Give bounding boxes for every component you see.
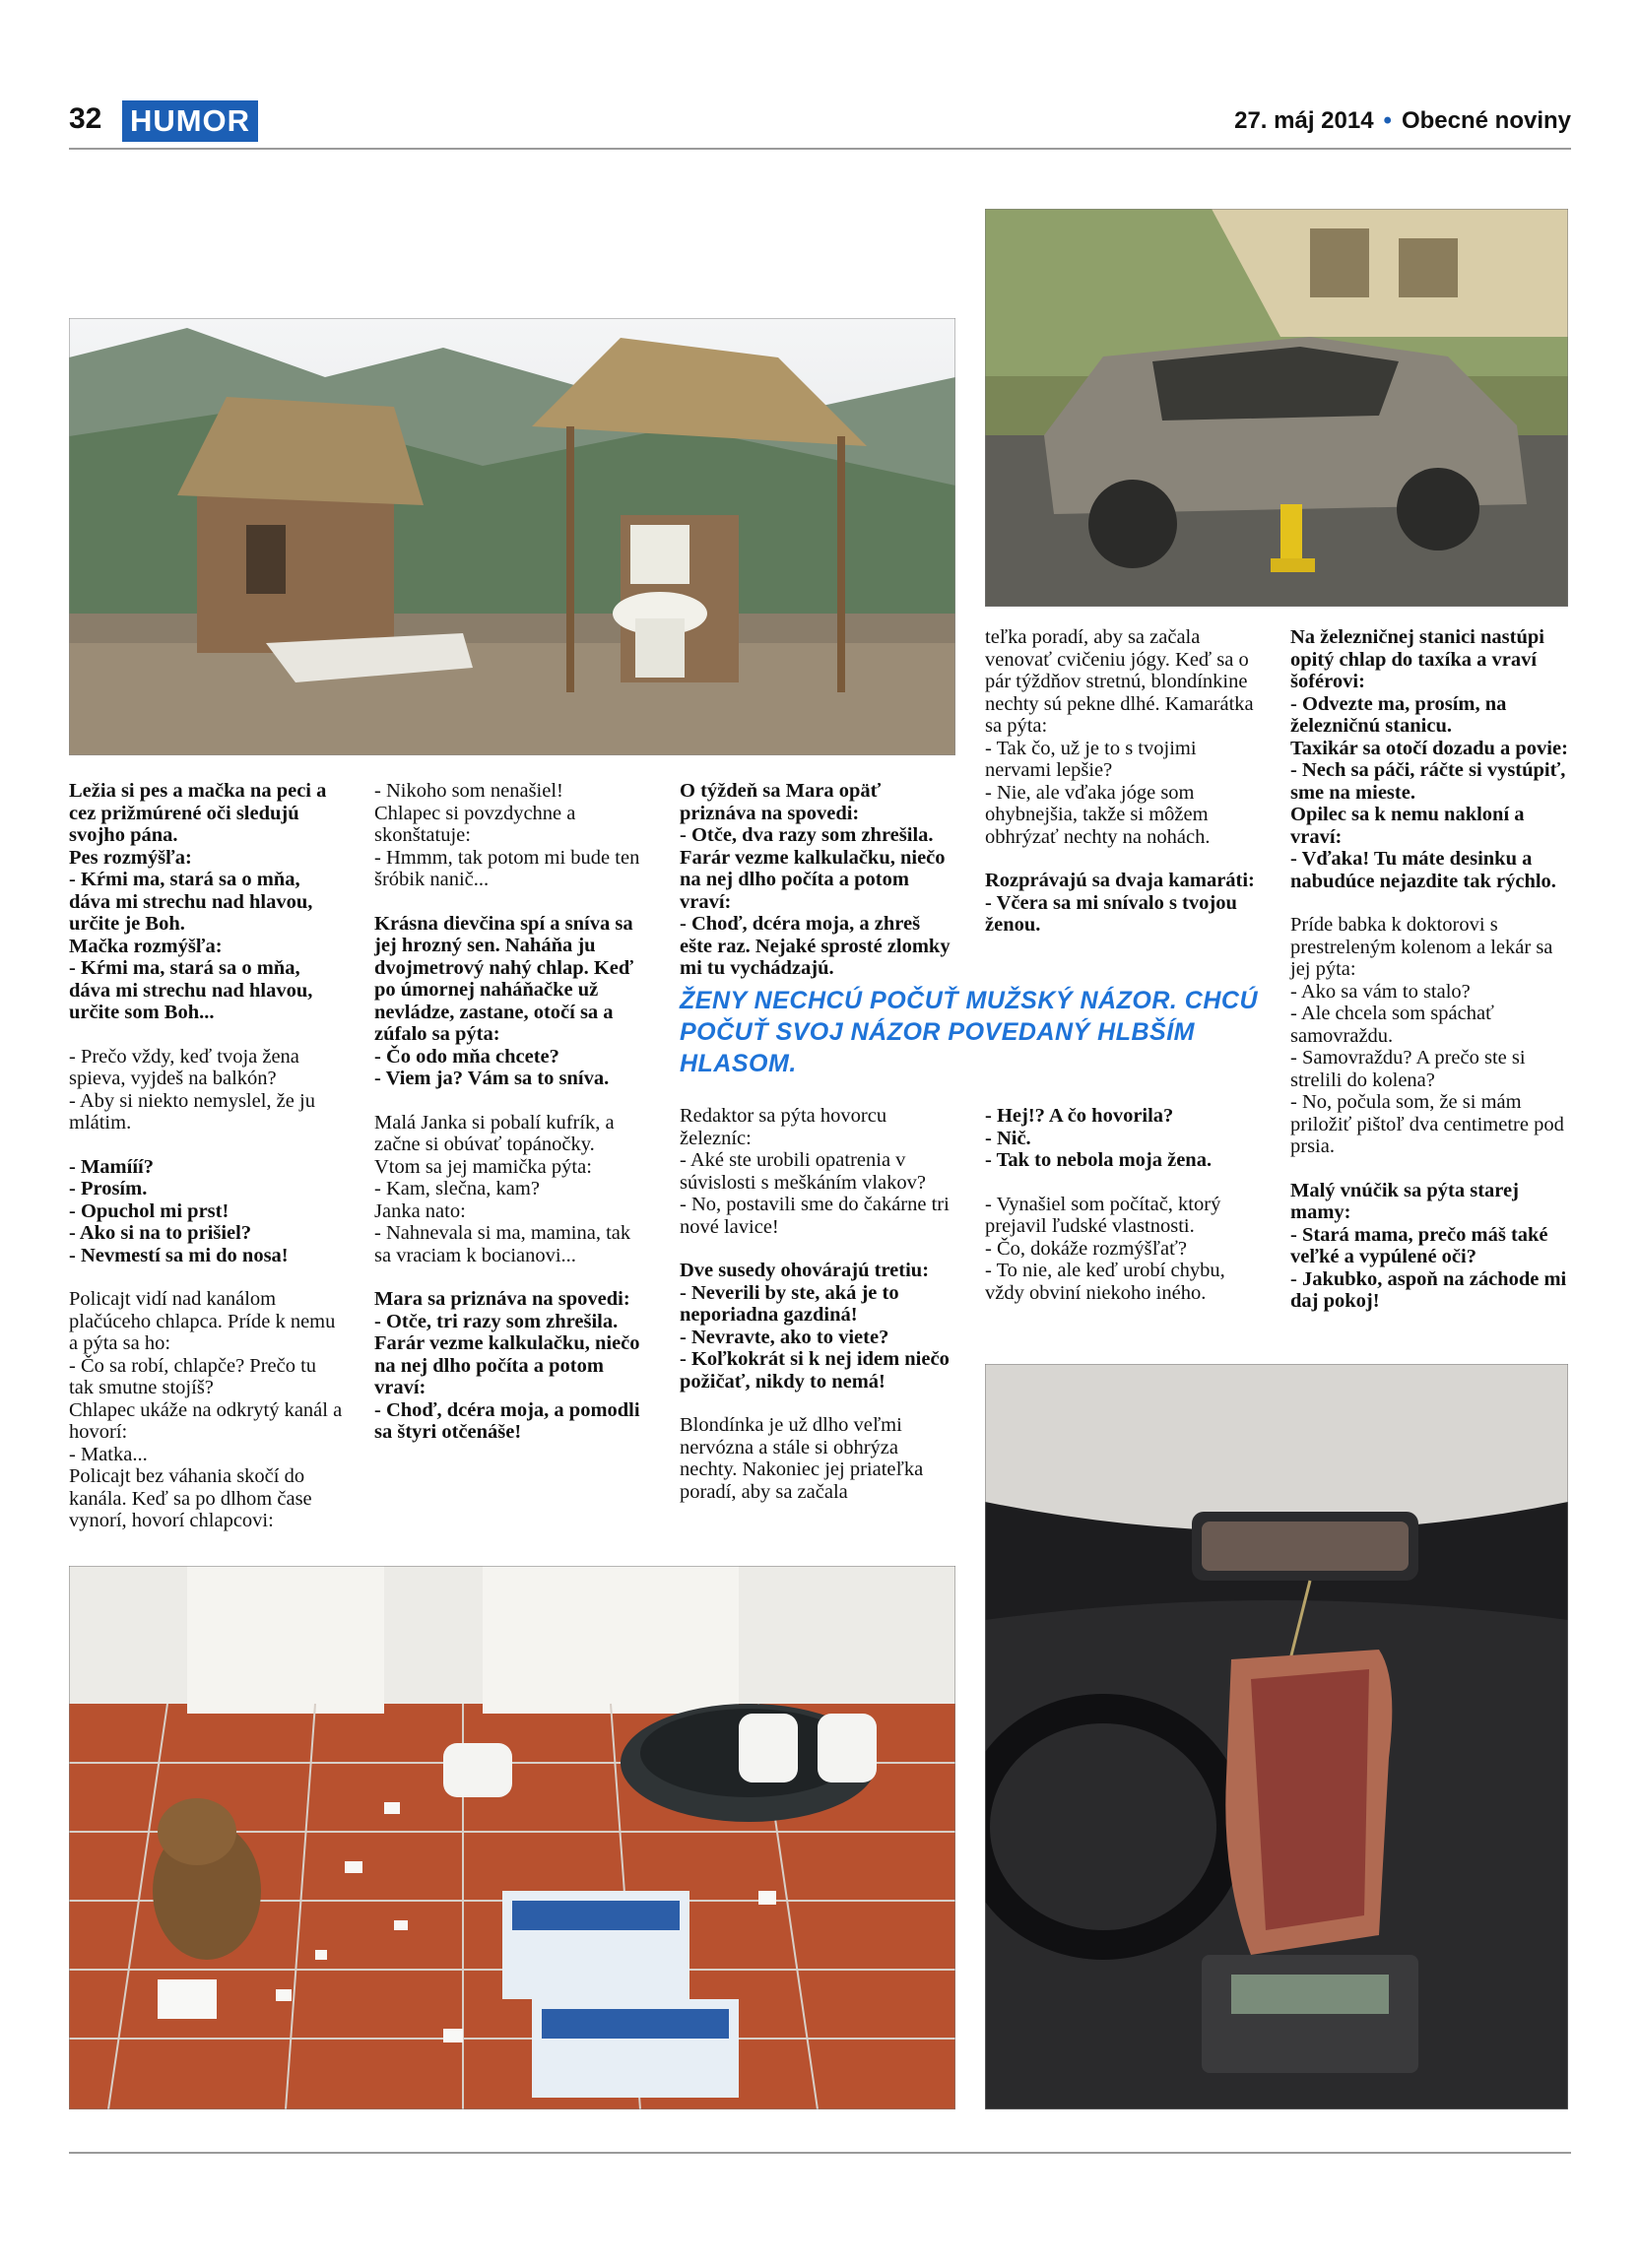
joke-text: Malá Janka si pobalí kufrík, a začne si obúvať topánočky. xyxy=(374,1111,615,1155)
column-4-top xyxy=(985,626,1261,958)
joke-text: - Kam, slečna, kam? xyxy=(374,1178,540,1199)
joke-text: Vtom sa jej mamička pýta: xyxy=(374,1155,592,1178)
joke-text: Chlapec ukáže na odkrytý kanál a hovorí: xyxy=(69,1398,343,1443)
joke-text: - Matka... xyxy=(69,1443,148,1465)
joke-text: - Otče, dva razy som zhrešila. Farár vezme kalkulačku, niečo na nej dlho počíta a potom vraví: xyxy=(680,824,946,913)
joke-text: Chlapec si povzdychne a skonštatuje: xyxy=(374,802,576,846)
joke-text: - Neverili by ste, aká je to neporiadna gazdiná! xyxy=(680,1281,899,1326)
joke-text: - Prečo vždy, keď tvoja žena spieva, vyjdeš na balkón? xyxy=(69,1045,299,1089)
joke-text: Krásna dievčina spí a sníva sa jej hrozný sen. Naháňa ju dvojmetrový nahý chlap. Keď po úmornej naháňačke už nevládze, zastane, otočí sa a zúfalo sa pýta: xyxy=(374,912,633,1045)
column-4-bottom xyxy=(985,1105,1261,1326)
stripped-car-clamp-photo xyxy=(985,209,1568,607)
joke-text: Opilec sa k nemu nakloní a vraví: xyxy=(1290,804,1525,848)
joke-text: Malý vnúčik sa pýta starej mamy: xyxy=(1290,1179,1519,1223)
joke-text: - To nie, ale keď urobí chybu, vždy obviní niekoho iného. xyxy=(985,1260,1225,1304)
joke-text: Na železničnej stanici nastúpi opitý chlap do taxíka a vraví šoférovi: xyxy=(1290,626,1544,692)
column-1 xyxy=(69,780,345,1554)
joke-text: - Opuchol mi prst! xyxy=(69,1199,230,1222)
separator-dot: • xyxy=(1383,107,1392,134)
footer-rule xyxy=(69,2152,1571,2154)
joke-text: - No, počula som, že si mám priložiť pištoľ dva centimetre pod prsia. xyxy=(1290,1091,1564,1157)
joke-text: - Nahnevala si ma, mamina, tak sa vraciam k bocianovi... xyxy=(374,1222,631,1266)
joke-text: - Hej!? A čo hovorila? xyxy=(985,1105,1174,1127)
joke-text: Blondínka je už dlho veľmi nervózna a stále si obhrýza nechty. Nakoniec jej priateľka poradí, aby sa začala xyxy=(680,1414,924,1503)
dog-toilet-paper-photo xyxy=(69,1566,955,2109)
joke-text: - Prosím. xyxy=(69,1178,148,1199)
column-3-top xyxy=(680,780,955,1002)
joke-text: - Nikoho som nenašiel! xyxy=(374,780,563,802)
joke-text: - Čo, dokáže rozmýšľať? xyxy=(985,1237,1187,1260)
issue-date: 27. máj 2014 xyxy=(1234,107,1374,134)
joke-text: - Ako si na to prišiel? xyxy=(69,1222,252,1244)
joke-text: - Včera sa mi snívalo s tvojou ženou. xyxy=(985,891,1237,936)
joke-text: - Koľkokrát si k nej idem niečo požičať, nikdy to nemá! xyxy=(680,1348,950,1393)
joke-text: - Choď, dcéra moja, a pomodli sa štyri otčenáše! xyxy=(374,1398,640,1443)
pull-quote: ŽENY NECHCÚ POČUŤ MUŽSKÝ NÁZOR. CHCÚ POČUŤ SVOJ NÁZOR POVEDANÝ HLBŠÍM HLASOM. xyxy=(680,987,1258,1077)
joke-text: - Vynašiel som počítač, ktorý prejavil ľudské vlastnosti. xyxy=(985,1193,1221,1237)
joke-text: - Vďaka! Tu máte desinku a nabudúce nejazdite tak rýchlo. xyxy=(1290,848,1556,892)
joke-text: - Čo sa robí, chlapče? Prečo tu tak smutne stojíš? xyxy=(69,1354,317,1398)
joke-text: Janka nato: xyxy=(374,1199,466,1222)
joke-text: - Nevmestí sa mi do nosa! xyxy=(69,1244,289,1266)
joke-text: Mara sa priznáva na spovedi: xyxy=(374,1288,630,1310)
joke-text: Rozprávajú sa dvaja kamaráti: xyxy=(985,870,1255,891)
joke-text: - Nevravte, ako to viete? xyxy=(680,1326,889,1348)
joke-text: Príde babka k doktorovi s prestreleným kolenom a lekár sa jej pýta: xyxy=(1290,914,1553,980)
page-number: 32 xyxy=(69,102,102,135)
joke-text: teľka poradí, aby sa začala venovať cvičeniu jógy. Keď sa o pár týždňov stretnú, blondínkine nechty sú pekne dlhé. Kamarátka sa pýta: xyxy=(985,626,1254,737)
joke-text: - No, postavili sme do čakárne tri nové lavice! xyxy=(680,1194,950,1238)
joke-text: Taxikár sa otočí dozadu a povie: xyxy=(1290,737,1568,759)
joke-text: - Tak čo, už je to s tvojimi nervami lepšie? xyxy=(985,737,1197,781)
joke-text: Pes rozmýšľa: xyxy=(69,846,192,869)
joke-text: - Aké ste urobili opatrenia v súvislosti s meškáním vlakov? xyxy=(680,1149,926,1194)
joke-text: - Viem ja? Vám sa to sníva. xyxy=(374,1068,610,1089)
joke-text: - Nič. xyxy=(985,1127,1031,1149)
car-mirror-meat-photo xyxy=(985,1364,1568,2109)
joke-text: - Čo odo mňa chcete? xyxy=(374,1045,559,1068)
column-5 xyxy=(1290,626,1568,1334)
publication-name: Obecné noviny xyxy=(1401,107,1571,134)
joke-text: Policajt bez váhania skočí do kanála. Keď sa po dlhom čase vynorí, hovorí chlapcovi: xyxy=(69,1465,312,1531)
joke-text: - Stará mama, prečo máš také veľké a vypúlené oči? xyxy=(1290,1223,1548,1267)
joke-text: - Mamííí? xyxy=(69,1155,154,1178)
joke-text: Ležia si pes a mačka na peci a cez prižmúrené oči sledujú svojho pána. xyxy=(69,780,327,846)
joke-text: - Odvezte ma, prosím, na železničnú stanicu. xyxy=(1290,692,1507,737)
header-rule xyxy=(69,148,1571,150)
joke-text: - Ako sa vám to stalo? xyxy=(1290,980,1471,1003)
joke-text: - Jakubko, aspoň na záchode mi daj pokoj! xyxy=(1290,1267,1567,1312)
joke-text: - Choď, dcéra moja, a zhreš ešte raz. Nejaké sprosté zlomky mi tu vychádzajú. xyxy=(680,913,951,979)
joke-text: - Hmmm, tak potom mi bude ten šróbik nanič... xyxy=(374,846,640,890)
joke-text: - Otče, tri razy som zhrešila. Farár vezme kalkulačku, niečo na nej dlho počíta a potom vraví: xyxy=(374,1310,640,1398)
hut-toilet-photo xyxy=(69,318,955,755)
joke-text: Mačka rozmýšľa: xyxy=(69,935,223,957)
joke-text: - Nech sa páči, ráčte si vystúpiť, sme na mieste. xyxy=(1290,759,1566,804)
joke-text: Redaktor sa pýta hovorcu železníc: xyxy=(680,1105,887,1149)
column-2 xyxy=(374,780,650,1465)
joke-text: Policajt vidí nad kanálom plačúceho chlapca. Príde k nemu a pýta sa ho: xyxy=(69,1288,336,1354)
joke-text: - Ale chcela som spáchať samovraždu. xyxy=(1290,1003,1494,1047)
joke-text: - Samovraždu? A prečo ste si strelili do kolena? xyxy=(1290,1047,1526,1091)
joke-text: - Kŕmi ma, stará sa o mňa, dáva mi strechu nad hlavou, určite je Boh. xyxy=(69,869,313,935)
joke-text: - Nie, ale vďaka jóge som ohybnejšia, takže si môžem obhrýzať nechty na nohách. xyxy=(985,781,1211,848)
joke-text: - Tak to nebola moja žena. xyxy=(985,1149,1213,1171)
joke-text: - Kŕmi ma, stará sa o mňa, dáva mi strechu nad hlavou, určite som Boh... xyxy=(69,957,313,1023)
column-3-bottom xyxy=(680,1105,955,1524)
joke-text: - Aby si niekto nemyslel, že ju mlátim. xyxy=(69,1089,315,1134)
joke-text: Dve susedy ohovárajú tretiu: xyxy=(680,1260,930,1281)
joke-text: O týždeň sa Mara opäť priznáva na spovedi: xyxy=(680,780,882,824)
section-title: HUMOR xyxy=(122,100,258,142)
issue-info xyxy=(1234,107,1571,135)
